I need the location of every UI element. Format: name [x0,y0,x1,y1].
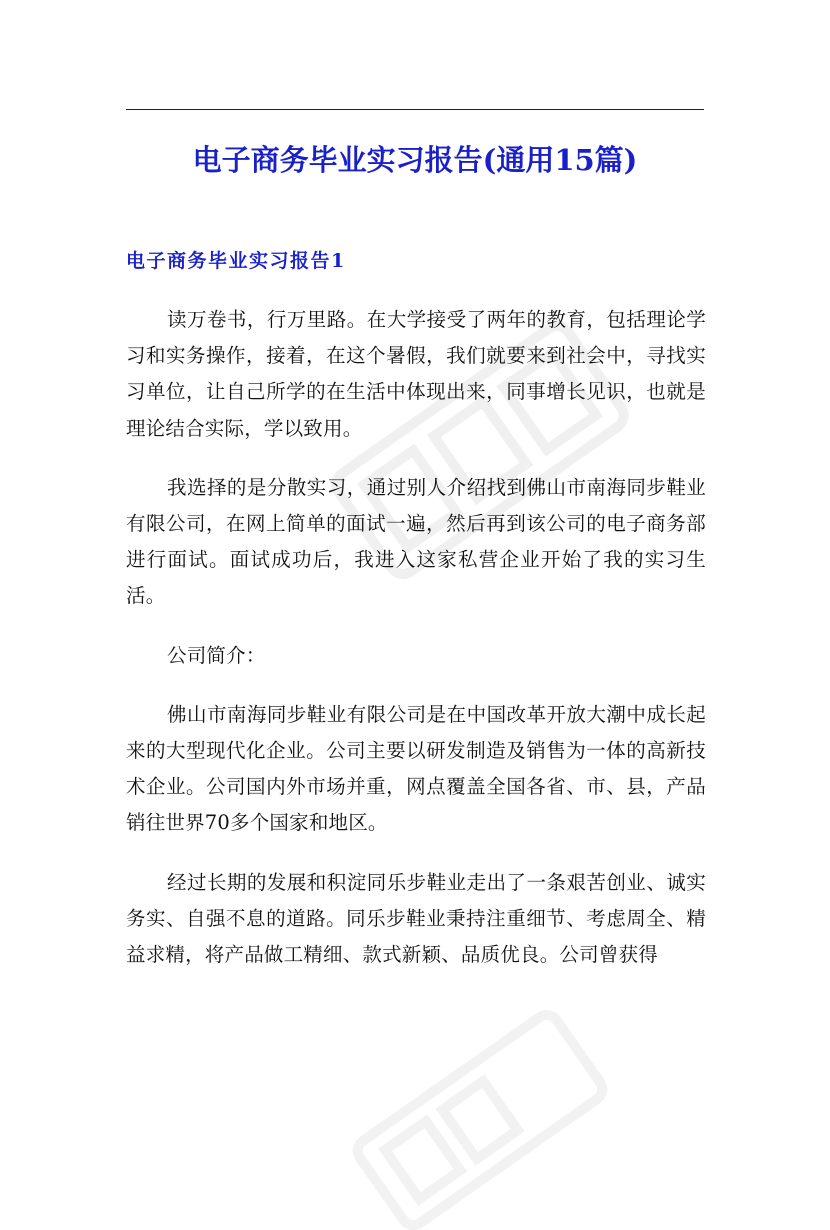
document-title: 电子商务毕业实习报告(通用15篇) [192,143,638,177]
paragraph: 佛山市南海同步鞋业有限公司是在中国改革开放大潮中成长起来的大型现代化企业。公司主要以研发制造及销售为一体的高新技术企业。公司国内外市场并重，网点覆盖全国各省、市、县，产品销往世界70多个国家和地区。 [126,702,706,835]
body-text [126,302,706,996]
header-rule [126,109,704,110]
watermark-stamp-bottom [330,1010,630,1230]
paragraph-subheading: 公司简介： [167,643,266,667]
paragraph: 读万卷书，行万里路。在大学接受了两年的教育，包括理论学习和实务操作，接着，在这个暑假，我们就要来到社会中，寻找实习单位，让自己所学的在生活中体现出来，同事增长见识，也就是理论结合实际，学以致用。 [126,308,706,440]
paragraph: 我选择的是分散实习，通过别人介绍找到佛山市南海同步鞋业有限公司，在网上简单的面试一遍，然后再到该公司的电子商务部进行面试。面试成功后，我进入这家私营企业开始了我的实习生活。 [126,475,706,608]
paragraph: 经过长期的发展和积淀同乐步鞋业走出了一条艰苦创业、诚实务实、自强不息的道路。同乐步鞋业秉持注重细节、考虑周全、精益求精，将产品做工精细、款式新颖、品质优良。公司曾获得 [126,870,706,967]
section-heading: 电子商务毕业实习报告1 [126,250,346,272]
